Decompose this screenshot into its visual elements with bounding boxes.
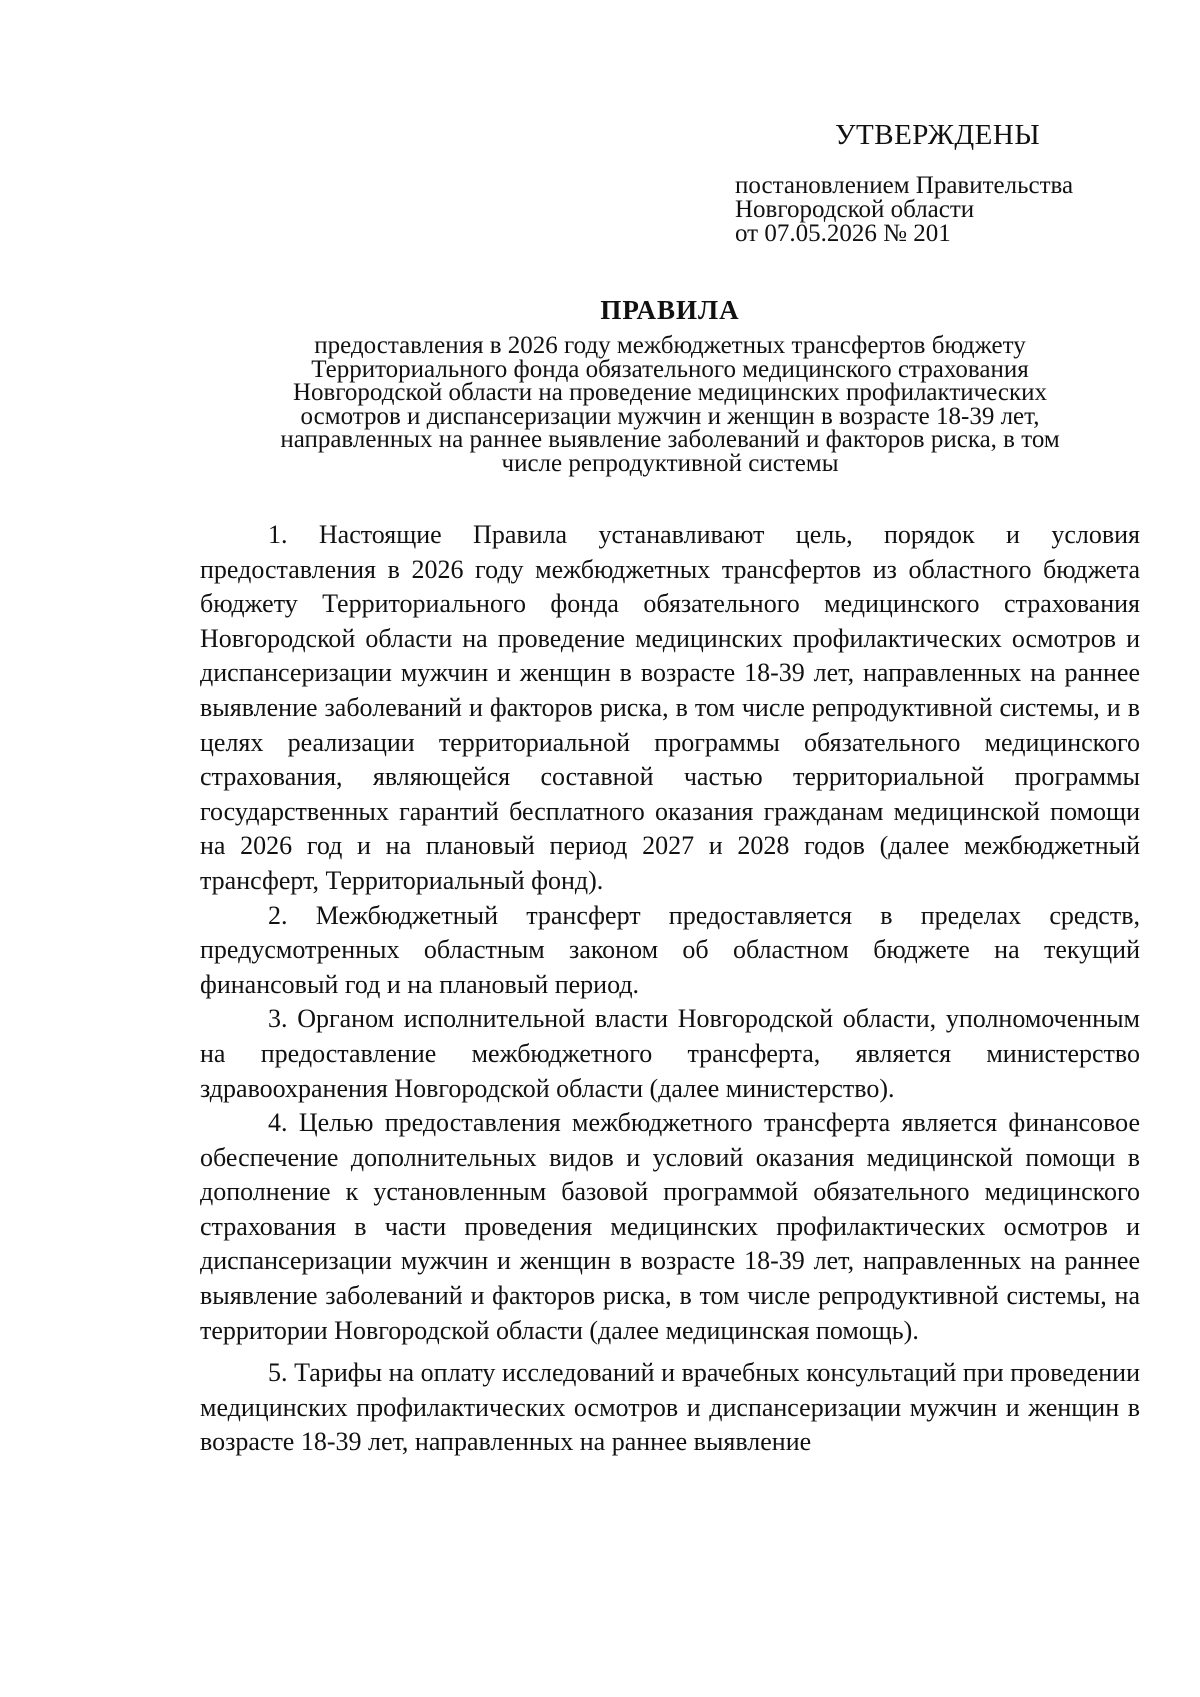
document-title: ПРАВИЛА: [600, 295, 740, 325]
subtitle-line: Новгородской области на проведение медицинских профилактических: [292, 379, 1048, 406]
approval-stamp: [735, 118, 1155, 246]
approval-date-number: от 07.05.2026 № 201: [735, 220, 951, 247]
subtitle-line: предоставления в 2026 году межбюджетных трансфертов бюджету: [314, 332, 1026, 359]
paragraph-3: 3. Органом исполнительной власти Новгородской области, уполномоченным на предоставление межбюджетного трансферта, является министерство здравоохранения Новгородской области (далее министерство).: [200, 1004, 1140, 1103]
subtitle-line: осмотров и диспансеризации мужчин и женщин в возрасте 18-39 лет,: [300, 402, 1040, 430]
paragraph-2: 2. Межбюджетный трансферт предоставляется в пределах средств, предусмотренных областным законом об областном бюджете на текущий финансовый год и на плановый период.: [200, 900, 1140, 999]
approval-line: постановлением Правительства: [735, 172, 1074, 199]
document-body: [200, 518, 1140, 1460]
approval-line: Новгородской области: [735, 196, 975, 223]
subtitle-line: направленных на раннее выявление заболеваний и факторов риска, в том: [280, 426, 1060, 453]
approval-heading: УТВЕРЖДЕНЫ: [835, 119, 1041, 151]
subtitle-line: Территориального фонда обязательного медицинского страхования: [311, 355, 1029, 383]
document-subtitle: [200, 334, 1140, 475]
subtitle-line: числе репродуктивной системы: [501, 449, 839, 477]
paragraph-4: 4. Целью предоставления межбюджетного трансферта является финансовое обеспечение дополнительных видов и условий оказания медицинской помощи в дополнение к установленным базовой программой обязательного медицинского страхования в части проведения медицинских профилактических осмотров и диспансеризации мужчин и женщин в возрасте 18-39 лет, направленных на раннее выявление заболеваний и факторов риска, в том числе репродуктивной системы, на территории Новгородской области (далее медицинская помощь).: [200, 1108, 1140, 1345]
paragraph-5: 5. Тарифы на оплату исследований и врачебных консультаций при проведении медицинских профилактических осмотров и диспансеризации мужчин и женщин в возрасте 18-39 лет, направленных на раннее выявление: [200, 1358, 1140, 1457]
approval-details: [735, 174, 1155, 246]
paragraph-1: 1. Настоящие Правила устанавливают цель, порядок и условия предоставления в 2026 году межбюджетных трансфертов из областного бюджета бюджету Территориального фонда обязательного медицинского страхования Новгородской области на проведение медицинских профилактических осмотров и диспансеризации мужчин и женщин в возрасте 18-39 лет, направленных на раннее выявление заболеваний и факторов риска, в том числе репродуктивной системы, и в целях реализации территориальной программы обязательного медицинского страхования, являющейся составной частью территориальной программы государственных гарантий бесплатного оказания гражданам медицинской помощи на 2026 год и на плановый период 2027 и 2028 годов (далее межбюджетный трансферт, Территориальный фонд).: [200, 520, 1140, 895]
